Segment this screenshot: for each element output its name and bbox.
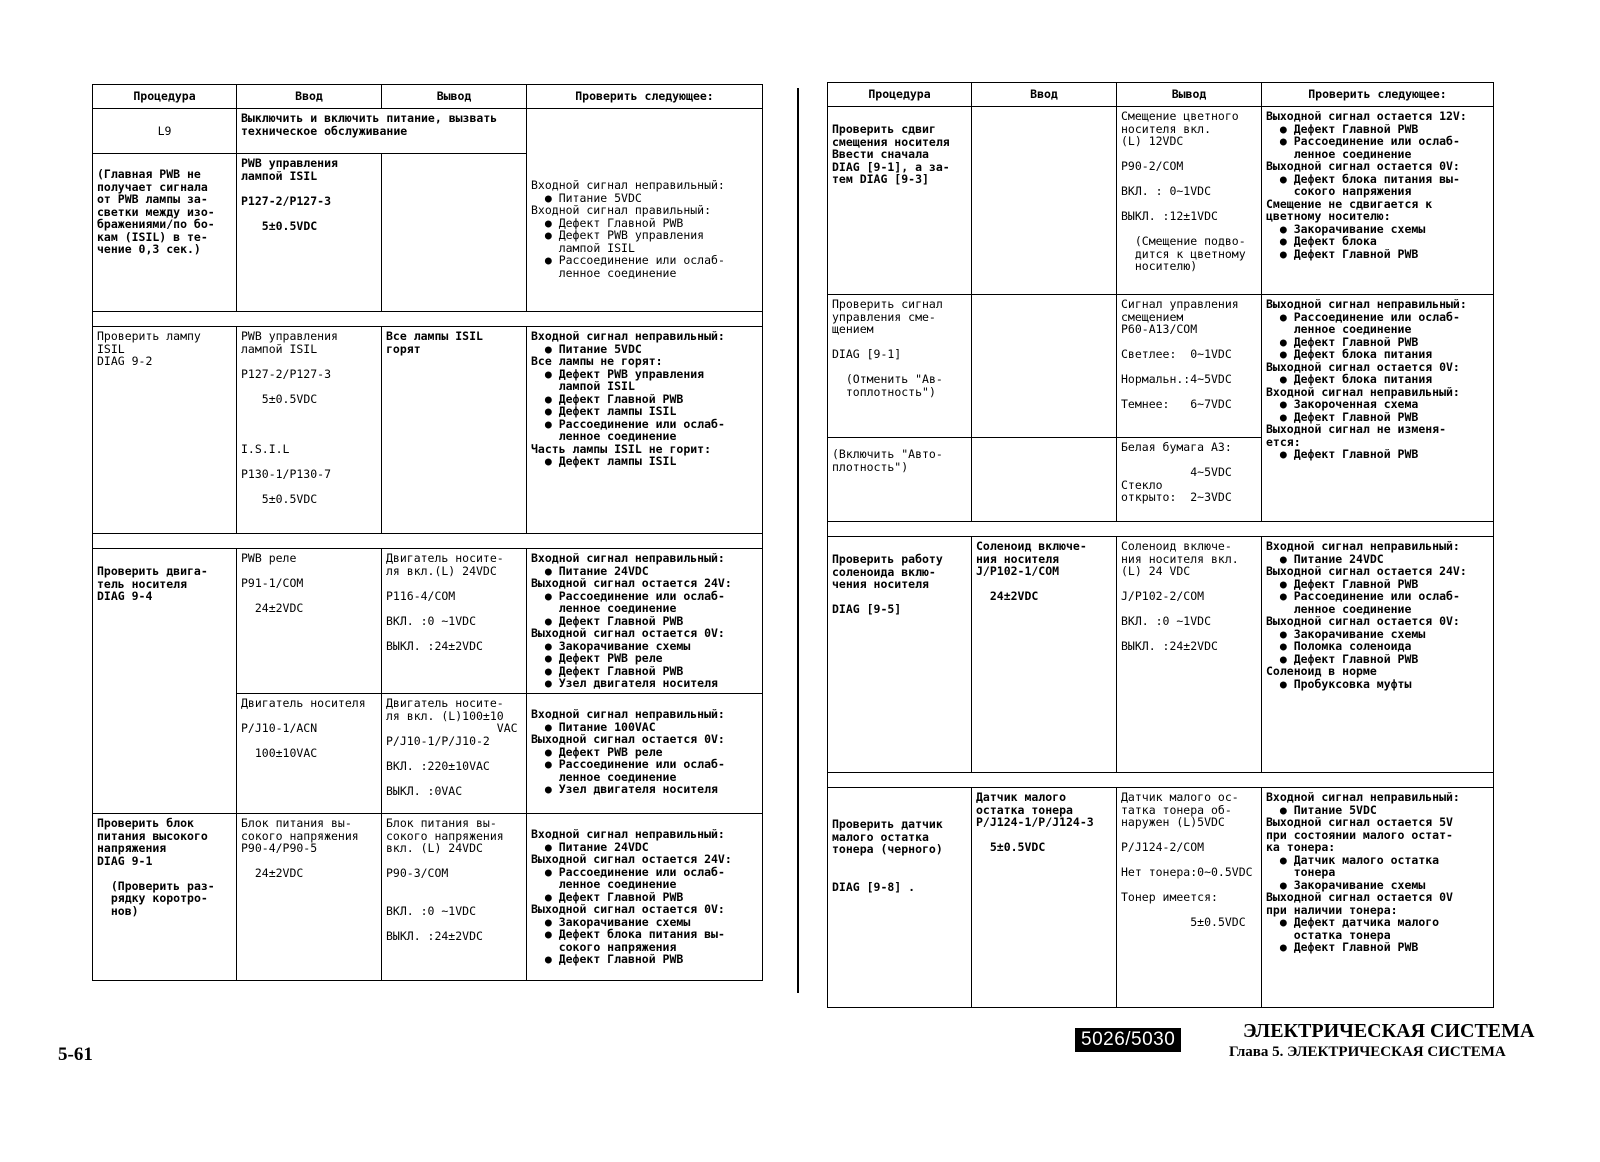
right-block2-row [828,537,1494,773]
column-divider [797,88,799,993]
header-output: Вывод [382,85,527,109]
input-cell [972,438,1117,522]
output-cell: Блок питания вы- сокого напряжения вкл. (L) 24VDC P90-3/COM ВКЛ. :0 ~1VDC ВЫКЛ. :24±2VDC [382,814,527,981]
chapter-title: Глава 5. ЭЛЕКТРИЧЕСКАЯ СИСТЕМА [1229,1044,1506,1060]
right-procedure-table [827,82,1494,1008]
check-cell: Выходной сигнал остается 12V: ● Дефект Главной PWB ● Рассоединение или ослаб- ленное соединение Выходной сигнал остается 0V: ● Дефект блока питания вы- сокого напряжения Смещение не сдвигается к цветному носителю: ● Закорачивание схемы ● Дефект блока ● Дефект Главной PWB [1262,107,1494,295]
note-cell: (Главная PWB не получает сигнала от PWB лампы за- светки между изо- бражениями/по бо- кам (ISIL) в те- чение 0,3 сек.) [93,154,237,312]
separator [828,773,1494,788]
output-cell: Белая бумага A3: 4~5VDC Стекло открыто: 2~3VDC [1117,438,1262,522]
header-procedure: Процедура [93,85,237,109]
header-procedure: Процедура [828,83,972,107]
output-cell [382,154,527,312]
output-cell: Все лампы ISIL горят [382,327,527,534]
left-block3-row1 [93,549,763,694]
left-block1-row1 [93,109,763,154]
input-cell: Датчик малого остатка тонера P/J124-1/P/J124-3 5±0.5VDC [972,788,1117,1008]
output-cell: Смещение цветного носителя вкл. (L) 12VDC P90-2/COM ВКЛ. : 0~1VDC ВЫКЛ. :12±1VDC (Смещение подво- дится к цветному носителю) [1117,107,1262,295]
left-block4-row [93,814,763,981]
left-header-row [93,85,763,109]
input-cell: PWB управления лампой ISIL P127-2/P127-3 5±0.5VDC I.S.I.L P130-1/P130-7 5±0.5VDC [237,327,382,534]
procedure-cell: Проверить датчик малого остатка тонера (черного) DIAG [9-8] . [828,788,972,1008]
model-badge: 5026/5030 [1075,1028,1181,1052]
output-cell: Датчик малого ос- татка тонера об- наружен (L)5VDC P/J124-2/COM Нет тонера:0~0.5VDC Тонер имеется: 5±0.5VDC [1117,788,1262,1008]
output-cell: Двигатель носите- ля вкл. (L)100±10 VAC P/J10-1/P/J10-2 ВКЛ. :220±10VAC ВЫКЛ. :0VAC [382,694,527,814]
output-cell: Двигатель носите- ля вкл.(L) 24VDC P116-4/COM ВКЛ. :0 ~1VDC ВЫКЛ. :24±2VDC [382,549,527,694]
right-header-row [828,83,1494,107]
check-cell: Входной сигнал неправильный: ● Питание 5VDC Выходной сигнал остается 5V при состоянии малого остат- ка тонера: ● Датчик малого остатка тонера ● Закорачивание схемы Выходной сигнал остается 0V при наличии тонера: ● Дефект датчика малого остатка тонера ● Дефект Главной PWB [1262,788,1494,1008]
section-title: ЭЛЕКТРИЧЕСКАЯ СИСТЕМА [1243,1020,1535,1042]
input-cell [237,154,382,312]
header-check: Проверить следующее: [1262,83,1494,107]
separator [93,312,763,327]
input-cell: Соленоид включе- ния носителя J/P102-1/COM 24±2VDC [972,537,1117,773]
right-block1-row2 [828,295,1494,438]
separator [828,522,1494,537]
procedure-cell: (Включить "Авто- плотность") [828,438,972,522]
code-cell: L9 [93,109,237,154]
input-cell [972,295,1117,438]
input-text: PWB управления лампой ISIL P127-2/P127-3 5±0.5VDC [241,156,338,233]
procedure-cell: Проверить сдвиг смещения носителя Ввести сначала DIAG [9-1], а за- тем DIAG [9-3] [828,107,972,295]
input-cell [972,107,1117,295]
procedure-cell: Проверить работу соленоида вклю- чения носителя DIAG [9-5] [828,537,972,773]
procedure-cell: Проверить сигнал управления сме- щением DIAG [9-1] (Отменить "Ав- топлотность") [828,295,972,438]
left-block2-row [93,327,763,534]
page-number: 5-61 [58,1044,93,1065]
check-cell: Входной сигнал неправильный: ● Питание 5VDC Все лампы не горят: ● Дефект PWB управления лампой ISIL ● Дефект Главной PWB ● Дефект лампы ISIL ● Рассоединение или ослаб- ленное соединение Часть лампы ISIL не горит: ● Дефект лампы ISIL [527,327,763,534]
header-output: Вывод [1117,83,1262,107]
right-block3-row [828,788,1494,1008]
header-check: Проверить следующее: [527,85,763,109]
instruction-cell: Выключить и включить питание, вызвать техническое обслуживание [237,109,527,154]
header-input: Ввод [237,85,382,109]
output-cell: Сигнал управления смещением P60-A13/COM Светлее: 0~1VDC Нормальн.:4~5VDC Темнее: 6~7VDC [1117,295,1262,438]
input-cell: Блок питания вы- сокого напряжения P90-4/P90-5 24±2VDC [237,814,382,981]
input-cell: PWB реле P91-1/COM 24±2VDC [237,549,382,694]
check-cell: Входной сигнал неправильный: ● Питание 100VAC Выходной сигнал остается 0V: ● Дефект PWB реле ● Рассоединение или ослаб- ленное соединение ● Узел двигателя носителя [527,694,763,814]
procedure-cell: Проверить лампу ISIL DIAG 9-2 [93,327,237,534]
header-input: Ввод [972,83,1117,107]
input-cell: Двигатель носителя P/J10-1/ACN 100±10VAC [237,694,382,814]
right-block1-row1 [828,107,1494,295]
check-cell: Входной сигнал неправильный: ● Питание 24VDC Выходной сигнал остается 24V: ● Дефект Главной PWB ● Рассоединение или ослаб- ленное соединение Выходной сигнал остается 0V: ● Закорачивание схемы ● Поломка соленоида ● Дефект Главной PWB Соленоид в норме ● Пробуксовка муфты [1262,537,1494,773]
procedure-cell: Проверить блок питания высокого напряжения DIAG 9-1 (Проверить раз- рядку коротро- нов) [93,814,237,981]
check-cell: Входной сигнал неправильный: ● Питание 5VDC Входной сигнал правильный: ● Дефект Главной PWB ● Дефект PWB управления лампой ISIL ● Рассоединение или ослаб- ленное соединение [527,109,763,312]
check-cell: Выходной сигнал неправильный: ● Рассоединение или ослаб- ленное соединение ● Дефект Главной PWB ● Дефект блока питания Выходной сигнал остается 0V: ● Дефект блока питания Входной сигнал неправильный: ● Закороченная схема ● Дефект Главной PWB Выходной сигнал не изменя- ется: ● Дефект Главной PWB [1262,295,1494,522]
left-procedure-table [92,84,763,981]
procedure-cell: Проверить двига- тель носителя DIAG 9-4 [93,549,237,814]
check-cell: Входной сигнал неправильный: ● Питание 24VDC Выходной сигнал остается 24V: ● Рассоединение или ослаб- ленное соединение ● Дефект Главной PWB Выходной сигнал остается 0V: ● Закорачивание схемы ● Дефект блока питания вы- сокого напряжения ● Дефект Главной PWB [527,814,763,981]
check-cell: Входной сигнал неправильный: ● Питание 24VDC Выходной сигнал остается 24V: ● Рассоединение или ослаб- ленное соединение ● Дефект Главной PWB Выходной сигнал остается 0V: ● Закорачивание схемы ● Дефект PWB реле ● Дефект Главной PWB ● Узел двигателя носителя [527,549,763,694]
separator [93,534,763,549]
output-cell: Соленоид включе- ния носителя вкл. (L) 24 VDC J/P102-2/COM ВКЛ. :0 ~1VDC ВЫКЛ. :24±2VDC [1117,537,1262,773]
